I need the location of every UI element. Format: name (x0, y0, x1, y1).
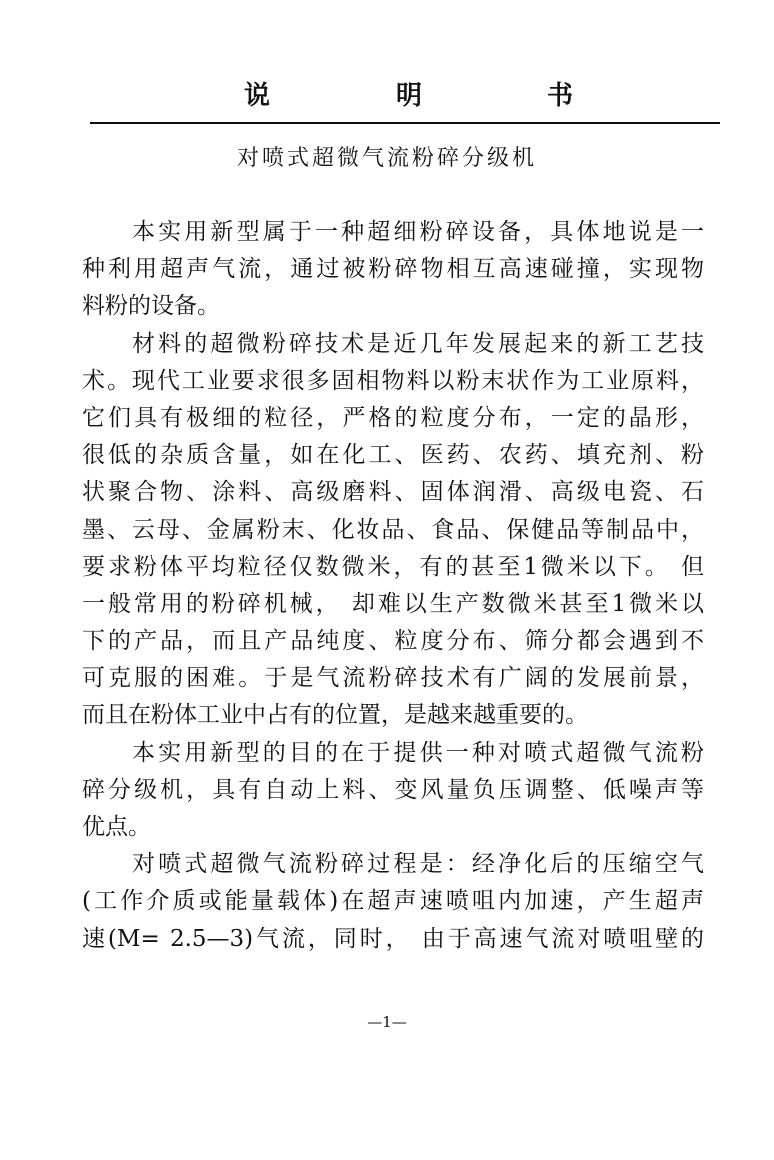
text-line: 种利用超声气流，通过被粉碎物相互高速碰撞，实现物 (82, 256, 704, 283)
text-line: 墨、云母、金属粉末、化妆品、食品、保健品等制品中， (82, 516, 704, 543)
text-line: 它们具有极细的粒径，严格的粒度分布，一定的晶形， (82, 404, 704, 431)
text-line: 下的产品，而且产品纯度、粒度分布、筛分都会遇到不 (82, 628, 704, 655)
text-line: 术。现代工业要求很多固相物料以粉末状作为工业原料， (82, 367, 704, 394)
text-line: 本实用新型属于一种超细粉碎设备，具体地说是一 (132, 219, 704, 245)
paragraph-1 (82, 214, 704, 326)
header-rule (90, 122, 720, 124)
document-title: 对喷式超微气流粉碎分级机 (236, 146, 537, 171)
paragraph-2 (82, 326, 704, 735)
text-line: 状聚合物、涂料、高级磨料、固体润滑、高级电瓷、石 (82, 479, 704, 506)
text-line: 优点。 (82, 814, 151, 840)
text-line: (工作介质或能量载体)在超声速喷咀内加速，产生超声 (82, 888, 704, 915)
paragraph-4 (82, 846, 704, 958)
paragraph-3 (82, 735, 704, 847)
text-line: 很低的杂质含量，如在化工、医药、农药、填充剂、粉 (82, 442, 704, 469)
text-line: 而且在粉体工业中占有的位置，是越来越重要的。 (82, 702, 588, 729)
document-body (82, 214, 704, 958)
header-char-3: 书 (547, 81, 574, 111)
text-line: 料粉的设备。 (82, 293, 220, 320)
text-line: 材料的超微粉碎技术是近几年发展起来的新工艺技 (132, 330, 704, 357)
header-char-1: 说 (244, 81, 271, 111)
document-header (0, 76, 774, 116)
text-line: 速(M= 2.5—3)气流，同时， 由于高速气流对喷咀壁的 (82, 925, 704, 952)
text-line: 对喷式超微气流粉碎过程是：经净化后的压缩空气 (132, 851, 704, 878)
page-number: —1— (367, 1013, 407, 1031)
header-char-2: 明 (396, 81, 423, 111)
text-line: 要求粉体平均粒径仅数微米，有的甚至1微米以下。 但 (82, 553, 704, 580)
text-line: 碎分级机，具有自动上料、变风量负压调整、低噪声等 (82, 776, 704, 803)
text-line: 可克服的困难。于是气流粉碎技术有广阔的发展前景， (82, 665, 704, 692)
text-line: 一般常用的粉碎机械， 却难以生产数微米甚至1微米以 (82, 590, 704, 617)
text-line: 本实用新型的目的在于提供一种对喷式超微气流粉 (132, 739, 704, 766)
